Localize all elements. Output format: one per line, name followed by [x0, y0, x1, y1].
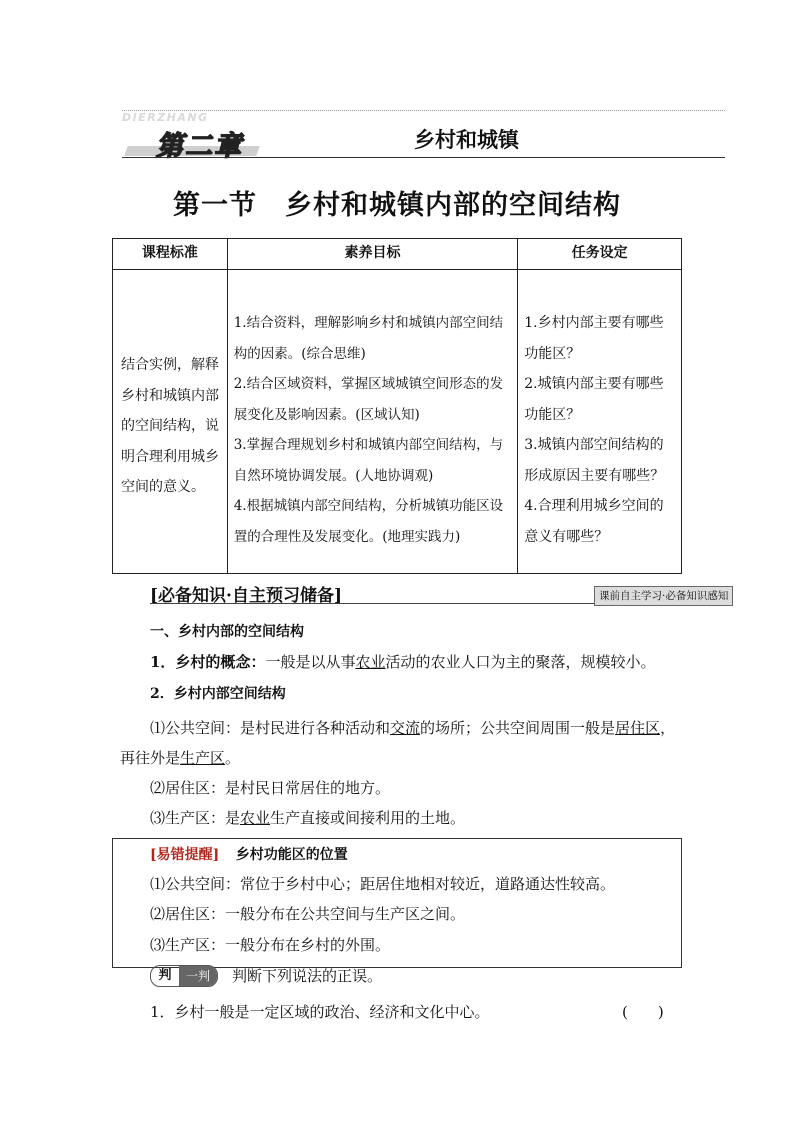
goals-cell — [227, 270, 518, 574]
text-run: ⑴公共空间：是村民进行各种活动和 — [150, 719, 391, 737]
text-run: 一般是以从事 — [265, 653, 356, 671]
chapter-badge — [126, 126, 258, 162]
table-header-row — [113, 239, 682, 270]
task-item: 3.城镇内部空间结构的形成原因主要有哪些？ — [524, 437, 665, 484]
header-goals: 素养目标 — [227, 239, 518, 270]
text-run: 活动的农业人口为主的聚落，规模较小。 — [385, 653, 656, 671]
content-heading: 一、乡村内部的空间结构 — [150, 624, 304, 640]
header-dotted-rule — [122, 110, 725, 111]
goal-item: 2.结合区域资料，掌握区域城镇空间形态的发展变化及影响因素。(区域认知) — [233, 376, 504, 423]
text-run: 。 — [225, 749, 241, 767]
paragraph-concept — [150, 650, 690, 674]
section-heading-rule — [150, 603, 600, 604]
paragraph-residential: ⑵居住区：是村民日常居住的地方。 — [150, 779, 391, 797]
tip-header — [150, 843, 348, 867]
paragraph-public-space — [120, 713, 680, 773]
answer-underline: 农业 — [240, 809, 271, 827]
judge-badge-left: 判 — [158, 968, 172, 983]
chapter-number: 第二章 — [156, 131, 243, 162]
standard-text: 结合实例，解释乡村和城镇内部的空间结构，说明合理利用城乡空间的意义。 — [121, 357, 219, 495]
table-row — [113, 270, 682, 574]
header-standard: 课程标准 — [113, 239, 228, 270]
question-1: 1．乡村一般是一定区域的政治、经济和文化中心。 — [150, 1003, 490, 1021]
judge-badge — [150, 965, 218, 987]
item-heading: 2．乡村内部空间结构 — [150, 686, 286, 702]
goal-item: 4.根据城镇内部空间结构，分析城镇功能区设置的合理性及发展变化。(地理实践力) — [233, 498, 504, 545]
tasks-cell — [518, 270, 682, 574]
answer-underline: 生产区 — [180, 749, 226, 767]
item-label: 1．乡村的概念： — [150, 653, 266, 671]
text-run: ，再往外是 — [120, 719, 676, 767]
goal-item: 3.掌握合理规划乡村和城镇内部空间结构，与自然环境协调发展。(人地协调观) — [233, 437, 504, 484]
text-run: 生产直接或间接利用的土地。 — [270, 809, 466, 827]
tip-line: ⑵居住区：一般分布在公共空间与生产区之间。 — [150, 905, 466, 923]
chapter-label-pinyin: DIERZHANG — [122, 111, 209, 124]
answer-blank[interactable]: ( ) — [622, 1003, 664, 1021]
answer-underline: 居 — [615, 719, 631, 737]
text-run: ⑶生产区：是 — [150, 809, 241, 827]
tip-title: 乡村功能区的位置 — [235, 847, 348, 863]
curriculum-table — [112, 238, 682, 574]
header-tasks: 任务设定 — [518, 239, 682, 270]
answer-underline: 住区 — [630, 719, 661, 737]
task-item: 1.乡村内部主要有哪些功能区？ — [524, 315, 664, 362]
standard-cell — [113, 270, 228, 574]
task-item: 4.合理利用城乡空间的意义有哪些？ — [524, 498, 664, 545]
header-rule — [122, 157, 725, 158]
paragraph-production — [150, 806, 465, 830]
section-heading: [必备知识·自主预习储备] — [150, 586, 343, 606]
chapter-title: 乡村和城镇 — [414, 127, 519, 152]
judge-instruction: 判断下列说法的正误。 — [232, 967, 383, 985]
section-title: 第一节 乡村和城镇内部的空间结构 — [173, 190, 621, 221]
tip-label: [易错提醒] — [150, 847, 220, 863]
judge-badge-right: 一判 — [179, 966, 217, 986]
goal-item: 1.结合资料，理解影响乡村和城镇内部空间结构的因素。(综合思维) — [233, 315, 504, 362]
answer-underline: 交流 — [390, 719, 421, 737]
task-item: 2.城镇内部主要有哪些功能区？ — [524, 376, 664, 423]
answer-underline: 农业 — [355, 653, 386, 671]
section-tag: 课前自主学习·必备知识感知 — [594, 586, 733, 606]
tip-line: ⑴公共空间：常位于乡村中心；距居住地相对较近，道路通达性较高。 — [150, 875, 616, 893]
tip-line: ⑶生产区：一般分布在乡村的外围。 — [150, 936, 391, 954]
text-run: 的场所；公共空间周围一般是 — [420, 719, 616, 737]
